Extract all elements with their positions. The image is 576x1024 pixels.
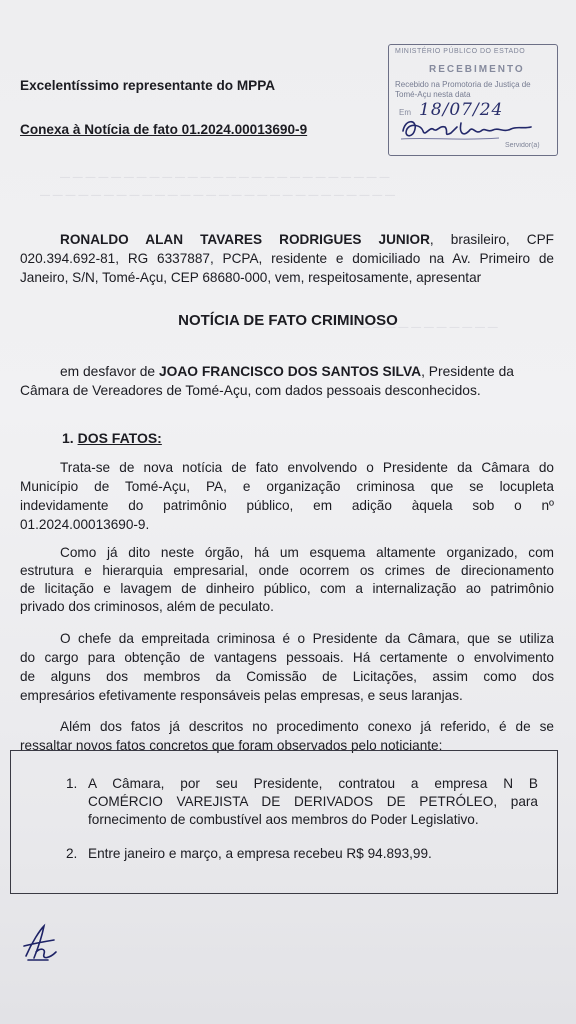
paragraph-1-line-4: 01.2024.00013690-9. [20, 517, 150, 532]
section-title: DOS FATOS: [77, 430, 162, 446]
fact-2-number: 2. [66, 846, 78, 861]
accused-prefix: em desfavor de [60, 364, 159, 379]
clerk-signature-icon [399, 117, 539, 143]
addressee: Excelentíssimo representante do MPPA [20, 78, 276, 93]
paragraph-4-line-1: Além dos fatos já descritos no procedimento conexo já referido, é de se [60, 719, 554, 734]
stamp-line-1: Recebido na Promotoria de Justiça de [395, 80, 531, 89]
stamp-line-2: Tomé-Açu nesta data [395, 90, 471, 99]
handwritten-initials-icon [18, 922, 62, 964]
intro-line-1-rest: , brasileiro, CPF [429, 232, 554, 247]
bleed-through-text: — — — — — — — — — — — [360, 322, 498, 333]
paragraph-3-line-2: do cargo para obtenção de vantagens pessoais. Há certamente o envolvimento [20, 650, 554, 665]
fact-1-number: 1. [66, 776, 78, 791]
receipt-stamp [388, 44, 558, 156]
paragraph-2-line-3: de licitação e lavagem de dinheiro público, com a internalização ao patrimônio [20, 581, 554, 596]
document-title: NOTÍCIA DE FATO CRIMINOSO [178, 312, 398, 329]
related-notice: Conexa à Notícia de fato 01.2024.00013690-9 [20, 122, 308, 137]
intro-line-2: 020.394.692-81, RG 6337887, PCPA, residente e domiciliado na Av. Primeiro de [20, 251, 554, 266]
paragraph-1-line-2: Município de Tomé-Açu, PA, e organização criminosa que se locupleta [20, 479, 554, 494]
section-number: 1. [62, 430, 74, 446]
bleed-through-text: — — — — — — — — — — — — — — — — — — — — — — — — — — — — [40, 190, 396, 201]
intro-line-1 [60, 232, 554, 248]
accused-line-1-rest: , Presidente da [421, 364, 514, 379]
paragraph-2-line-4: privado dos criminosos, além de peculato. [20, 599, 274, 614]
accused-line-1 [60, 364, 514, 380]
stamp-org: MINISTÉRIO PÚBLICO DO ESTADO [395, 48, 526, 55]
accused-line-2: Câmara de Vereadores de Tomé-Açu, com dados pessoais desconhecidos. [20, 383, 481, 398]
fact-1-line-2: COMÉRCIO VAREJISTA DE DERIVADOS DE PETRÓLEO, para [88, 794, 538, 809]
fact-1-line-1: A Câmara, por seu Presidente, contratou a empresa N B [88, 776, 538, 791]
paragraph-1-line-3: indevidamente do patrimônio público, em adição àquela sob o nº [20, 498, 554, 513]
stamp-date-label: Em [399, 108, 411, 117]
section-heading [62, 430, 162, 446]
fact-1-line-3: fornecimento de combustível aos membros do Poder Legislativo. [88, 812, 479, 827]
stamp-role: Servidor(a) [505, 142, 540, 149]
petitioner-name: RONALDO ALAN TAVARES RODRIGUES JUNIOR [60, 232, 430, 247]
paragraph-2-line-1: Como já dito neste órgão, há um esquema altamente organizado, com [60, 545, 554, 560]
stamp-title: RECEBIMENTO [429, 64, 525, 75]
intro-line-3: Janeiro, S/N, Tomé-Açu, CEP 68680-000, vem, respeitosamente, apresentar [20, 270, 482, 285]
paragraph-2-line-2: estrutura e hierarquia empresarial, onde ocorrem os crimes de direcionamento [20, 563, 554, 578]
paragraph-1-line-1: Trata-se de nova notícia de fato envolvendo o Presidente da Câmara do [60, 460, 554, 475]
bleed-through-text: — — — — — — — — — — — — — — — — — — — — — — — — — — [60, 172, 390, 183]
paragraph-4-line-2: ressaltar novos fatos concretos que foram observados pelo noticiante: [20, 738, 443, 753]
accused-name: JOAO FRANCISCO DOS SANTOS SILVA [158, 364, 422, 379]
paragraph-3-line-3: de alguns dos membros da Comissão de Licitações, assim como dos [20, 669, 554, 684]
stamp-date: 18/07/24 [419, 100, 504, 120]
paragraph-3-line-1: O chefe da empreitada criminosa é o Presidente da Câmara, que se utiliza [60, 631, 554, 646]
paragraph-3-line-4: empresários efetivamente responsáveis pelas empresas, e seus laranjas. [20, 688, 463, 703]
fact-2-line-1: Entre janeiro e março, a empresa recebeu R$ 94.893,99. [88, 846, 432, 861]
